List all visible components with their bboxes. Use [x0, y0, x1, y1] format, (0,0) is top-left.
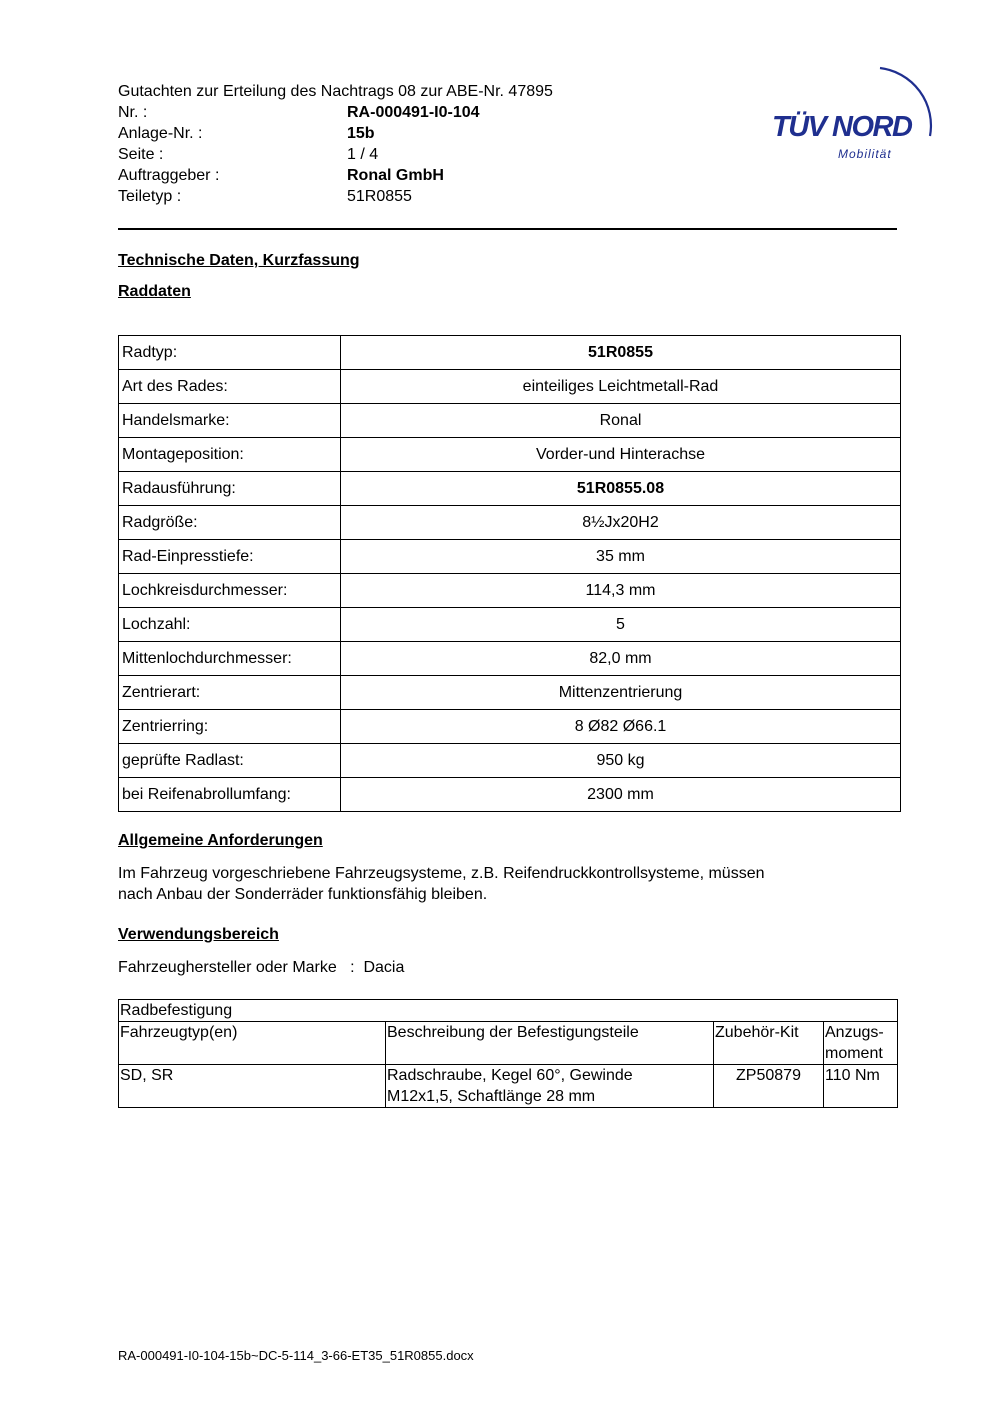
header-value: 51R0855	[347, 188, 412, 205]
raddaten-value: einteiliges Leichtmetall-Rad	[341, 370, 901, 404]
raddaten-label: geprüfte Radlast:	[119, 744, 341, 778]
logo-subtitle: Mobilität	[838, 147, 892, 161]
header-value: Ronal GmbH	[347, 167, 444, 184]
table-row	[119, 744, 901, 778]
header-row-seite	[118, 144, 553, 165]
radbefestigung-table	[118, 999, 898, 1108]
raddaten-value: 8 Ø82 Ø66.1	[341, 710, 901, 744]
raddaten-value: 35 mm	[341, 540, 901, 574]
table-row	[119, 778, 901, 812]
verwendung-text: Fahrzeughersteller oder Marke : Dacia	[118, 959, 405, 976]
raddaten-label: Radgröße:	[119, 506, 341, 540]
raddaten-value: Ronal	[341, 404, 901, 438]
table-row	[119, 370, 901, 404]
table-row	[119, 438, 901, 472]
header-cell: Beschreibung der Befestigungsteile	[386, 1022, 714, 1065]
header-cell: Zubehör-Kit	[714, 1022, 824, 1065]
section-allgemeine-anforderungen: Allgemeine Anforderungen	[118, 832, 323, 849]
raddaten-label: bei Reifenabrollumfang:	[119, 778, 341, 812]
raddaten-table	[118, 335, 901, 812]
table-row	[119, 404, 901, 438]
section-raddaten: Raddaten	[118, 283, 191, 300]
raddaten-label: Lochkreisdurchmesser:	[119, 574, 341, 608]
tuv-nord-logo	[768, 60, 948, 165]
raddaten-value: 5	[341, 608, 901, 642]
table-row	[119, 472, 901, 506]
allgemeine-text	[118, 863, 765, 905]
table-row	[119, 540, 901, 574]
raddaten-label: Lochzahl:	[119, 608, 341, 642]
raddaten-value: 51R0855	[341, 336, 901, 370]
table-cell: ZP50879	[714, 1065, 824, 1108]
header-row-auftraggeber	[118, 165, 553, 186]
raddaten-value: 114,3 mm	[341, 574, 901, 608]
table-row	[119, 608, 901, 642]
table-row	[119, 676, 901, 710]
table-row	[119, 1000, 898, 1022]
raddaten-label: Mittenlochdurchmesser:	[119, 642, 341, 676]
allgemeine-text-line: Im Fahrzeug vorgeschriebene Fahrzeugsysteme, z.B. Reifendruckkontrollsysteme, müssen	[118, 865, 765, 882]
raddaten-label: Zentrierart:	[119, 676, 341, 710]
table-cell	[386, 1065, 714, 1108]
header-value: RA-000491-I0-104	[347, 104, 480, 121]
header-value: 1 / 4	[347, 146, 379, 163]
logo-brand: TÜV NORD	[772, 111, 912, 143]
header-cell	[824, 1022, 898, 1065]
raddaten-value: 51R0855.08	[341, 472, 901, 506]
raddaten-value: 2300 mm	[341, 778, 901, 812]
header-row-nr	[118, 102, 553, 123]
radbefestigung-title: Radbefestigung	[119, 1000, 898, 1022]
table-cell: SD, SR	[119, 1065, 386, 1108]
header-cell-line: Anzugs-	[825, 1024, 884, 1041]
raddaten-value: Mittenzentrierung	[341, 676, 901, 710]
raddaten-value: 8½Jx20H2	[341, 506, 901, 540]
header-title: Gutachten zur Erteilung des Nachtrags 08 zur ABE-Nr. 47895	[118, 83, 553, 100]
raddaten-label: Rad-Einpresstiefe:	[119, 540, 341, 574]
header-label: Nr. :	[118, 104, 148, 121]
raddaten-value: Vorder-und Hinterachse	[341, 438, 901, 472]
table-cell: 110 Nm	[824, 1065, 898, 1108]
raddaten-label: Art des Rades:	[119, 370, 341, 404]
table-row	[119, 336, 901, 370]
table-row	[119, 1022, 898, 1065]
raddaten-label: Radausführung:	[119, 472, 341, 506]
table-row	[119, 506, 901, 540]
raddaten-value: 82,0 mm	[341, 642, 901, 676]
raddaten-label: Montageposition:	[119, 438, 341, 472]
header-cell-line: moment	[825, 1045, 883, 1062]
allgemeine-text-line: nach Anbau der Sonderräder funktionsfähig bleiben.	[118, 886, 488, 903]
raddaten-label: Radtyp:	[119, 336, 341, 370]
header-label: Auftraggeber :	[118, 167, 220, 184]
table-cell-line: Radschraube, Kegel 60°, Gewinde	[387, 1067, 633, 1084]
table-cell-line: M12x1,5, Schaftlänge 28 mm	[387, 1088, 596, 1105]
raddaten-label: Handelsmarke:	[119, 404, 341, 438]
header-label: Anlage-Nr. :	[118, 125, 203, 142]
header-label: Seite :	[118, 146, 164, 163]
table-row	[119, 574, 901, 608]
header-value: 15b	[347, 125, 375, 142]
header-row-anlage	[118, 123, 553, 144]
section-verwendungsbereich: Verwendungsbereich	[118, 926, 279, 943]
raddaten-value: 950 kg	[341, 744, 901, 778]
section-technische-daten: Technische Daten, Kurzfassung	[118, 252, 360, 269]
header-divider	[118, 228, 897, 230]
table-row	[119, 642, 901, 676]
header-cell: Fahrzeugtyp(en)	[119, 1022, 386, 1065]
raddaten-label: Zentrierring:	[119, 710, 341, 744]
document-header	[118, 81, 553, 207]
footer-filename: RA-000491-I0-104-15b~DC-5-114_3-66-ET35_51R0855.docx	[118, 1348, 474, 1363]
table-row	[119, 1065, 898, 1108]
header-label: Teiletyp :	[118, 188, 182, 205]
table-row	[119, 710, 901, 744]
header-row-teiletyp	[118, 186, 553, 207]
